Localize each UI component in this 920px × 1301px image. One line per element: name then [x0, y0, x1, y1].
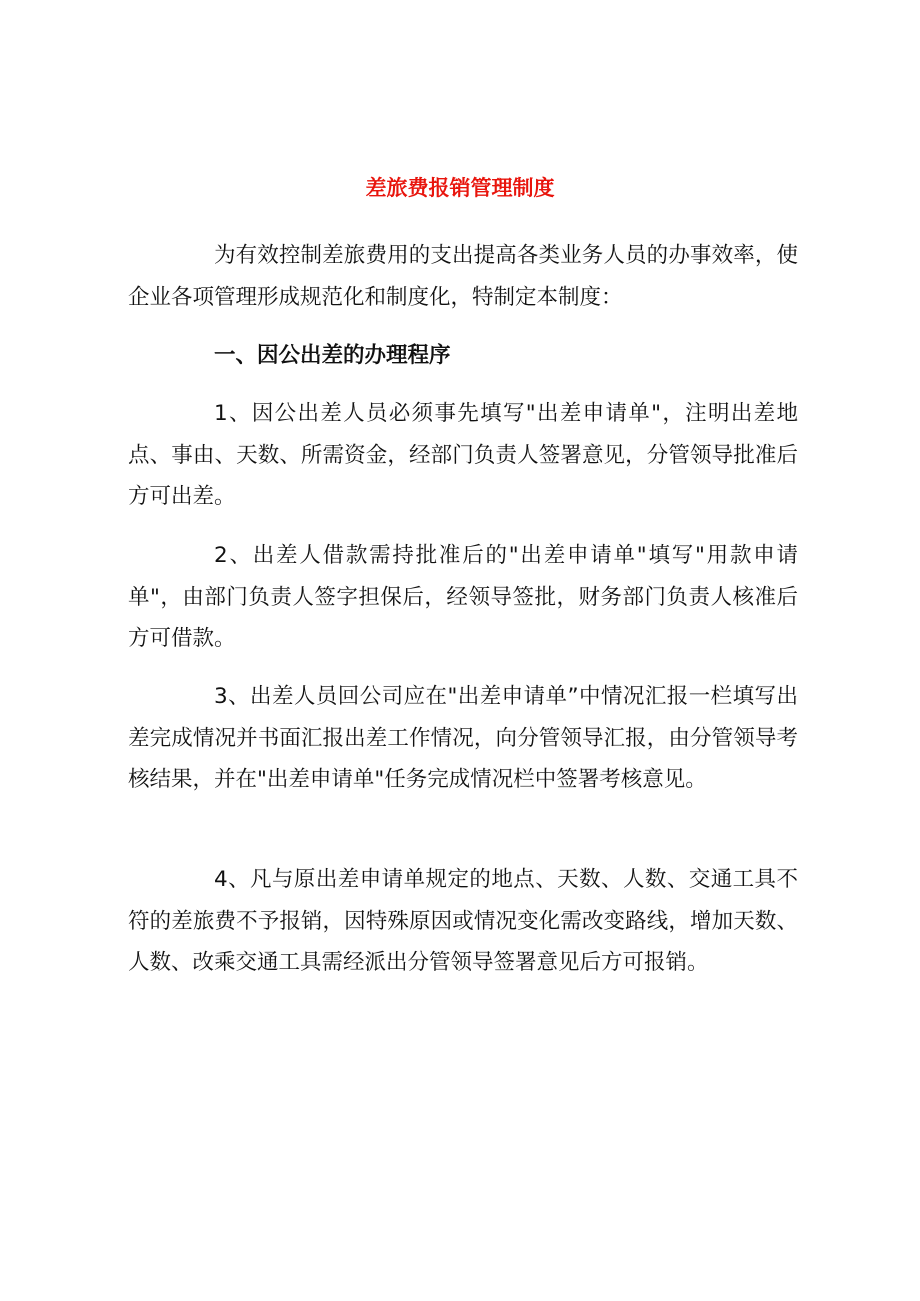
procedure-item: 2、出差人借款需持批准后的"出差申请单"填写"用款申请单"，由部门负责人签字担保后，经领导签批，财务部门负责人核准后方可借款。 — [128, 543, 798, 651]
procedure-item: 1、因公出差人员必须事先填写"出差申请单"，注明出差地点、事由、天数、所需资金，经部门负责人签署意见，分管领导批准后方可出差。 — [128, 401, 798, 509]
section-heading: 一、因公出差的办理程序 — [214, 343, 451, 368]
procedure-item: 3、出差人员回公司应在"出差申请单”中情况汇报一栏填写出差完成情况并书面汇报出差工作情况，向分管领导汇报，由分管领导考核结果，并在"出差申请单"任务完成情况栏中签署考核意见。 — [128, 684, 798, 792]
intro-paragraph: 为有效控制差旅费用的支出提高各类业务人员的办事效率，使企业各项管理形成规范化和制度化，特制定本制度： — [128, 243, 798, 310]
document-title: 差旅费报销管理制度 — [365, 176, 555, 200]
procedure-item: 4、凡与原出差申请单规定的地点、天数、人数、交通工具不符的差旅费不予报销，因特殊原因或情况变化需改变路线，增加天数、人数、改乘交通工具需经派出分管领导签署意见后方可报销。 — [128, 867, 798, 975]
